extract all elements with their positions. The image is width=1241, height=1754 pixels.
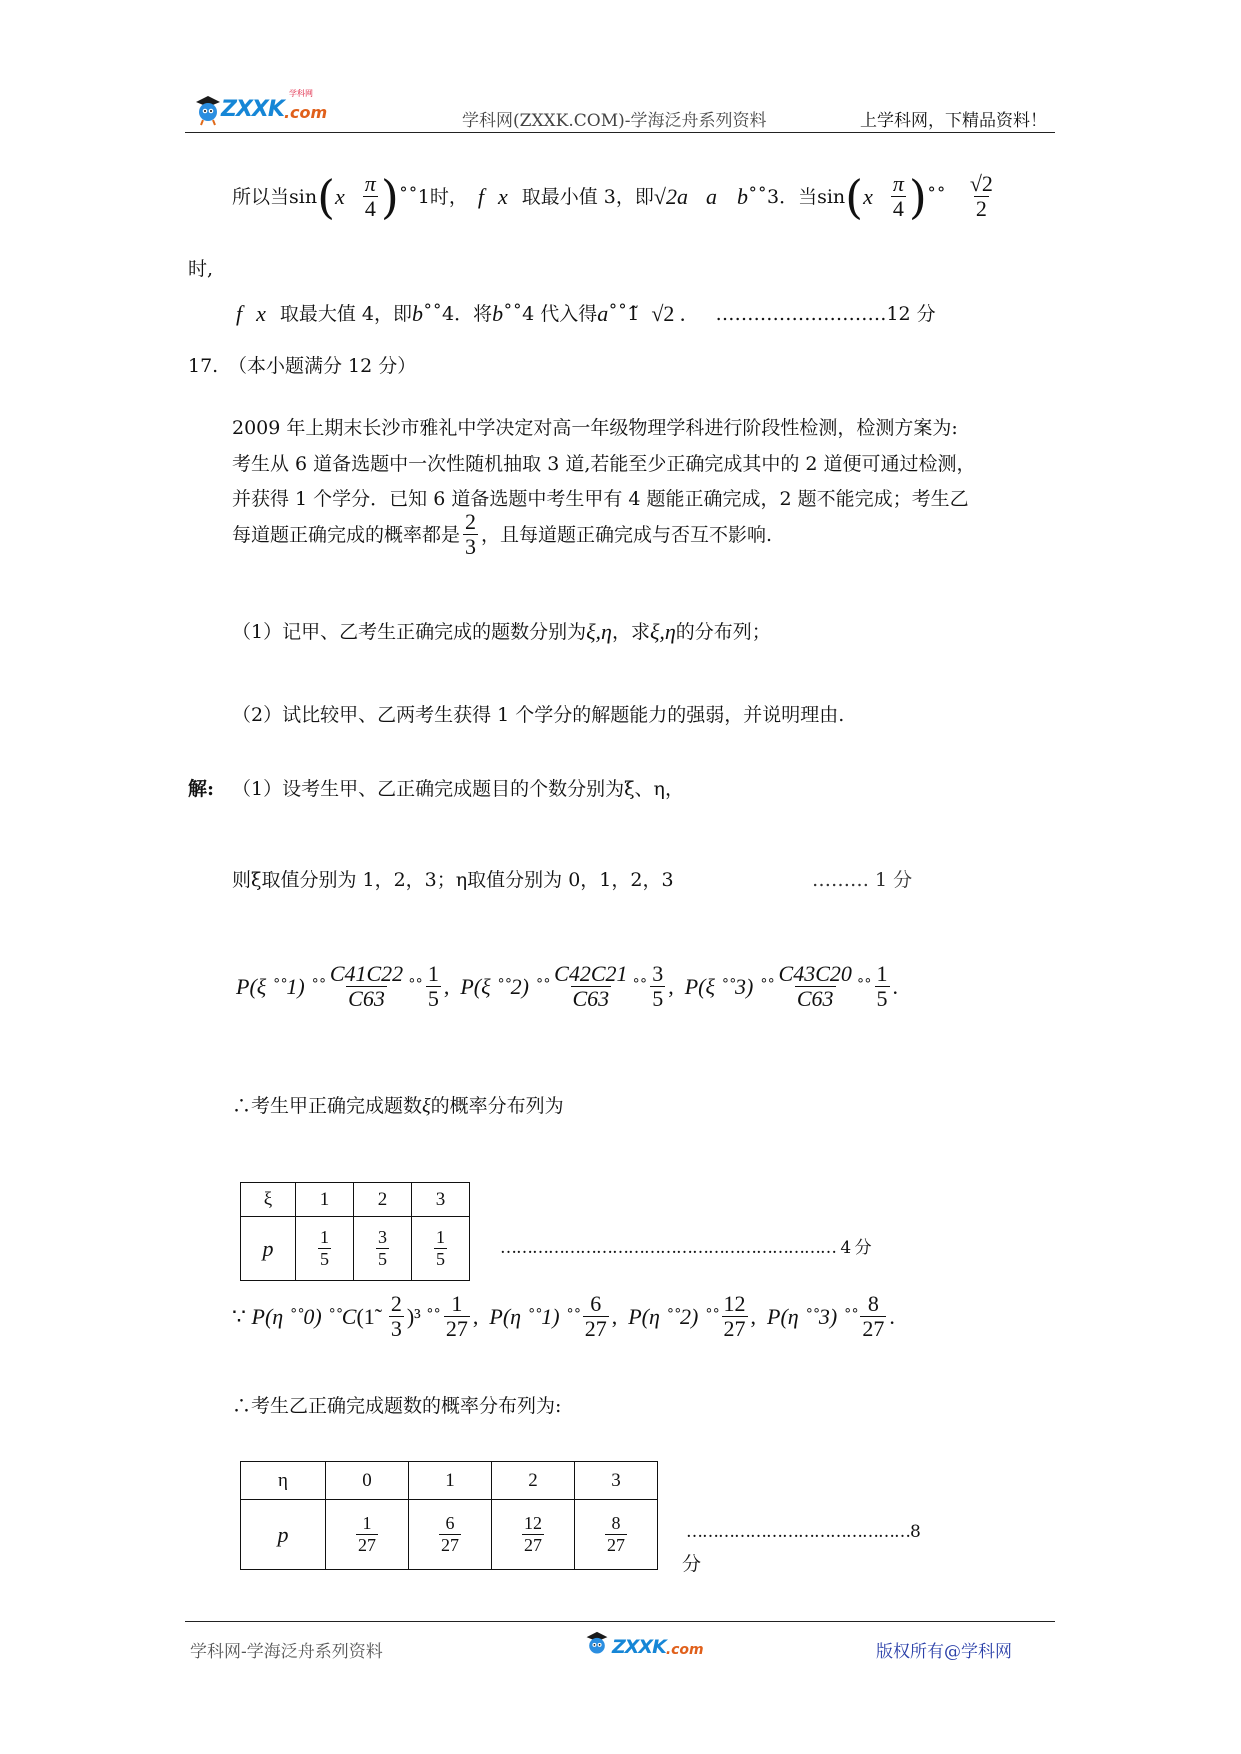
logo-tag: 学科网 (289, 89, 313, 98)
score-8-unit: 分 (682, 1553, 702, 1575)
footer-rule (185, 1621, 1055, 1622)
xi-distribution-table (240, 1182, 470, 1281)
table-cell: 0 (326, 1462, 409, 1500)
table-cell: p (241, 1500, 326, 1570)
prev-line-3: f x 取最大值 4，即 b ˚˚4．将 b ˚˚4 代入得 a ˚˚1̃ √2 . ………………………12 分 (236, 301, 936, 326)
problem-para-4: 每道题正确完成的概率都是 $\frac{2}{3}$ ，且每道题正确完成与否互不影响. (232, 509, 773, 560)
prev-line-1: 所以当sin ( x $\frac{\pi}{4}$ ) ˚˚1时， f x 取最小值 3，即 √2a a b ˚˚3．当sin ( x $\frac{\pi}{4}$ ) ˚˚ $\frac{√2}{2}$ (232, 169, 993, 224)
table-cell: p (241, 1217, 296, 1281)
header-center-text: 学科网(ZXXK.COM)-学海泛舟系列资料 (462, 111, 767, 131)
logo-word: ZXXK (221, 97, 284, 122)
problem-para-3: 并获得 1 个学分．已知 6 道备选题中考生甲有 4 题能正确完成，2 题不能完成；考生乙 (232, 488, 969, 510)
question-1: （1）记甲、乙考生正确完成的题数分别为 ξ,η ，求 ξ,η 的分布列； (232, 619, 771, 644)
table-cell: $\frac{12}{27}$ (492, 1500, 575, 1570)
table-row (241, 1462, 658, 1500)
logo-domain: .com (283, 103, 328, 122)
problem-number: 17. (188, 355, 219, 377)
table-cell: ξ (241, 1183, 296, 1217)
header-logo (193, 88, 327, 122)
table-cell: $\frac{6}{27}$ (409, 1500, 492, 1570)
header-rule (185, 132, 1055, 133)
table-cell: $\frac{1}{5}$ (296, 1217, 354, 1281)
mascot-icon (193, 94, 221, 122)
table-cell: 3 (575, 1462, 658, 1500)
therefore-eta: ∴考生乙正确完成题数的概率分布列为: (232, 1395, 562, 1417)
score-12: ………………………12 分 (715, 303, 936, 325)
table-cell: $\frac{3}{5}$ (354, 1217, 412, 1281)
score-8: ……………………………………8 (686, 1522, 920, 1542)
score-1: ……… 1 分 (812, 869, 913, 891)
table-cell: 1 (409, 1462, 492, 1500)
header-right-text: 上学科网，下精品资料！ (860, 111, 1047, 131)
xi-probabilities: P(ξ ˚˚1) ˚˚ $\frac{C41C22}{C63}$ ˚˚ $\frac{1}{5}$ , P(ξ ˚˚2) ˚˚ $\frac{C42C21}{C63}$ ˚˚ $\frac{3}{5}$ , P(ξ ˚˚3) ˚˚ $\frac{C43C20}{C63}$ ˚˚ $\frac{1}{5}$ . (236, 961, 899, 1012)
score-4: ……………………………………………………… 4 分 (500, 1238, 871, 1258)
solution-step-2: 则ξ取值分别为 1，2，3；η取值分别为 0，1，2，3 (232, 869, 674, 891)
footer-logo: ZXXK .com (584, 1628, 704, 1658)
footer-left-text: 学科网-学海泛舟系列资料 (190, 1642, 383, 1662)
question-2: （2）试比较甲、乙两考生获得 1 个学分的解题能力的强弱，并说明理由. (232, 704, 845, 726)
mascot-icon (584, 1630, 612, 1658)
table-cell: $\frac{8}{27}$ (575, 1500, 658, 1570)
table-cell: 3 (412, 1183, 470, 1217)
problem-points: （本小题满分 12 分） (228, 355, 417, 377)
table-cell: 2 (492, 1462, 575, 1500)
eta-distribution-table (240, 1461, 658, 1570)
therefore-xi: ∴考生甲正确完成题数 ξ 的概率分布列为 (232, 1095, 564, 1117)
table-cell: 2 (354, 1183, 412, 1217)
footer-right-link[interactable]: 版权所有@学科网 (876, 1642, 1012, 1662)
table-cell: $\frac{1}{27}$ (326, 1500, 409, 1570)
problem-para-1: 2009 年上期末长沙市雅礼中学决定对高一年级物理学科进行阶段性检测，检测方案为: (232, 417, 958, 439)
solution-label: 解: (188, 778, 215, 800)
prev-line-2: 时, (188, 258, 214, 280)
table-cell: $\frac{1}{5}$ (412, 1217, 470, 1281)
table-row (241, 1183, 470, 1217)
eta-probabilities: ∵ P(η ˚˚0) ˚˚C (1̃ $\frac{2}{3}$ )³ ˚˚ $\frac{1}{27}$ , P(η ˚˚1) ˚˚ $\frac{6}{27}$ , P(η ˚˚2) ˚˚ $\frac{12}{27}$ , P(η ˚˚3) ˚˚ $\frac{8}{27}$ . (232, 1291, 895, 1342)
solution-step-1: （1）设考生甲、乙正确完成题目的个数分别为ξ、η， (232, 778, 684, 800)
table-cell: 1 (296, 1183, 354, 1217)
table-row (241, 1217, 470, 1281)
table-row (241, 1500, 658, 1570)
table-cell: η (241, 1462, 326, 1500)
problem-para-2: 考生从 6 道备选题中一次性随机抽取 3 道,若能至少正确完成其中的 2 道便可通过检测， (232, 453, 976, 475)
